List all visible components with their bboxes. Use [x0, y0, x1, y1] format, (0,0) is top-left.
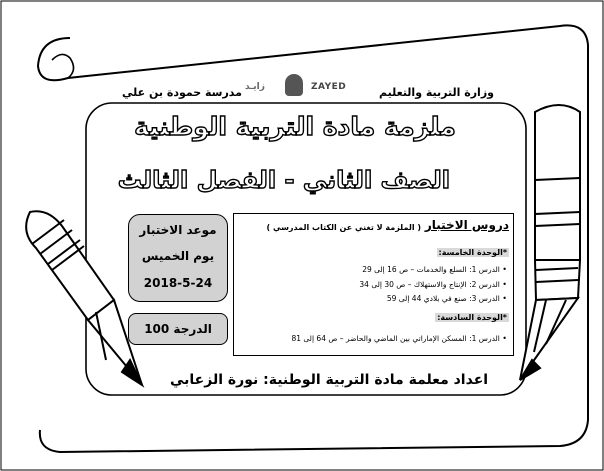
bullet: • [502, 265, 507, 274]
exam-date: 2018-5-24 [143, 276, 213, 290]
unit5-label: *الوحدة الخامسة: [438, 248, 507, 257]
grade-box [128, 313, 228, 345]
lesson-item: • الدرس 2: الإنتاج والاستهلاك – ص 30 إلى 34 [359, 280, 507, 289]
unit6-label: *الوحدة السادسة: [437, 313, 507, 322]
grade-label: الدرجة 100 [144, 322, 212, 336]
page-title: ملزمة مادة التربية الوطنية [134, 112, 456, 141]
logo-arabic-text: زايـد [245, 82, 265, 92]
author-line: اعداد معلمة مادة التربية الوطنية: نورة الزعابي [170, 372, 489, 388]
lesson-item: • الدرس 1: السلع والخدمات – ص 16 إلى 29 [362, 265, 507, 274]
lessons-note: ( الملزمة لا تغني عن الكتاب المدرسي ) [266, 223, 421, 232]
lessons-heading: دروس الاختبار [424, 218, 509, 232]
page-subtitle: الصف الثاني - الفصل الثالث [117, 166, 450, 194]
lessons-box [233, 213, 514, 356]
bullet: • [502, 280, 507, 289]
exam-day: يوم الخميس [141, 249, 215, 263]
logo-latin-text: ZAYED [311, 82, 347, 92]
bullet: • [502, 334, 507, 343]
right-pencil-icon [520, 105, 580, 380]
school-name: مدرسة حمودة بن علي [122, 86, 242, 99]
exam-date-box [128, 214, 228, 302]
zayed-logo [241, 74, 363, 98]
exam-label: موعد الاختبار [139, 223, 217, 237]
lesson-item: • الدرس 1: المسكن الإماراتي بين الماضي والحاضر – ص 64 إلى 81 [291, 334, 507, 343]
lesson-item: • الدرس 3: صنع في بلادي 44 إلى 59 [386, 294, 507, 303]
bullet: • [502, 294, 507, 303]
portrait-icon [285, 74, 303, 96]
ministry-name: وزارة التربية والتعليم [379, 86, 494, 99]
